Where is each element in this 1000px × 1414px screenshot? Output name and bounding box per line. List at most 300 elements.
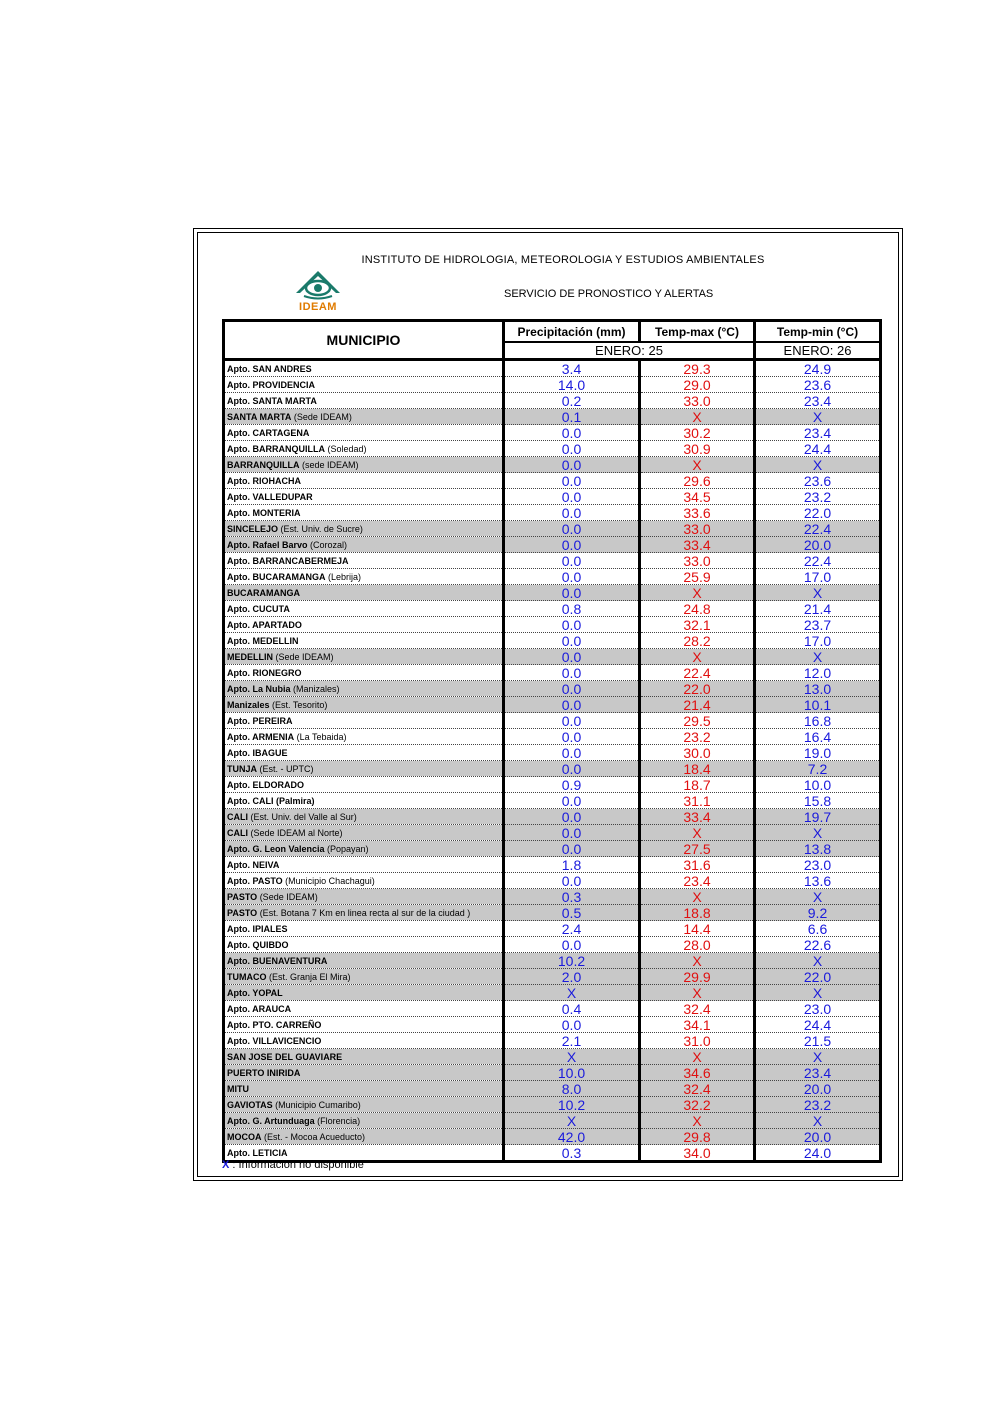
municipio-name: Apto. G. Artunduaga [227, 1115, 315, 1126]
precip-cell: 0.0 [504, 521, 640, 537]
table-row [224, 441, 881, 457]
table-row [224, 681, 881, 697]
tmin-cell: 16.4 [755, 729, 881, 745]
tmin-cell: 13.8 [755, 841, 881, 857]
tmax-cell: X [640, 985, 755, 1001]
tmin-cell: 12.0 [755, 665, 881, 681]
footnote [222, 1159, 364, 1171]
precip-cell: 0.0 [504, 617, 640, 633]
tmax-cell: 29.0 [640, 377, 755, 393]
municipio-name: Apto. SANTA MARTA [227, 395, 317, 406]
precip-cell: 0.0 [504, 793, 640, 809]
municipio-name: CALI [227, 811, 248, 822]
table-row [224, 841, 881, 857]
tmin-cell: 17.0 [755, 569, 881, 585]
tmax-cell: 23.2 [640, 729, 755, 745]
municipio-name: PASTO [227, 907, 258, 918]
tmax-cell: X [640, 1049, 755, 1065]
municipio-name: MITU [227, 1083, 249, 1094]
tmax-cell: 32.1 [640, 617, 755, 633]
table-row [224, 1065, 881, 1081]
tmax-cell: 33.6 [640, 505, 755, 521]
municipio-cell [224, 777, 504, 793]
tmax-cell: 34.6 [640, 1065, 755, 1081]
precip-cell: 0.0 [504, 745, 640, 761]
municipio-cell [224, 857, 504, 873]
municipio-name: Apto. Rafael Barvo [227, 539, 308, 550]
table-row [224, 360, 881, 377]
table-row [224, 809, 881, 825]
col-tmax-header: Temp-max (°C) [640, 321, 755, 343]
tmax-cell: 30.0 [640, 745, 755, 761]
tmax-cell: X [640, 953, 755, 969]
municipio-name: MOCOA [227, 1131, 262, 1142]
tmax-cell: 30.2 [640, 425, 755, 441]
table-row [224, 825, 881, 841]
table-row [224, 697, 881, 713]
precip-cell: 10.2 [504, 953, 640, 969]
col-tmin-header: Temp-min (°C) [755, 321, 881, 343]
table-row [224, 585, 881, 601]
municipio-cell [224, 729, 504, 745]
tmin-cell: 16.8 [755, 713, 881, 729]
service-title: SERVICIO DE PRONOSTICO Y ALERTAS [504, 288, 714, 300]
precip-cell: 0.0 [504, 585, 640, 601]
precip-cell: 2.1 [504, 1033, 640, 1049]
tmax-cell: X [640, 457, 755, 473]
municipio-detail: (Florencia) [314, 1115, 361, 1126]
municipio-name: Apto. ARMENIA [227, 731, 295, 742]
municipio-name: Manizales [227, 699, 270, 710]
table-row [224, 617, 881, 633]
tmax-cell: 18.8 [640, 905, 755, 921]
table-row [224, 953, 881, 969]
municipio-cell [224, 761, 504, 777]
municipio-name: Apto. CUCUTA [227, 603, 290, 614]
tmax-cell: 25.9 [640, 569, 755, 585]
municipio-cell [224, 409, 504, 425]
table-row [224, 537, 881, 553]
tmin-cell: 24.4 [755, 1017, 881, 1033]
municipio-name: Apto. G. Leon Valencia [227, 843, 325, 854]
municipio-name: PASTO [227, 891, 258, 902]
municipio-cell [224, 937, 504, 953]
precip-cell: 0.0 [504, 841, 640, 857]
municipio-cell [224, 953, 504, 969]
precip-cell: 0.0 [504, 441, 640, 457]
municipio-cell [224, 1017, 504, 1033]
precip-cell: 0.0 [504, 473, 640, 489]
municipio-name: Apto. La Nubia [227, 683, 291, 694]
table-row [224, 1001, 881, 1017]
tmax-cell: 29.9 [640, 969, 755, 985]
precip-cell: 2.0 [504, 969, 640, 985]
municipio-name: Apto. RIOHACHA [227, 475, 301, 486]
table-row [224, 521, 881, 537]
tmin-cell: 22.4 [755, 553, 881, 569]
municipio-cell [224, 841, 504, 857]
municipio-cell [224, 489, 504, 505]
municipio-cell [224, 1001, 504, 1017]
tmax-cell: X [640, 1113, 755, 1129]
precip-cell: 14.0 [504, 377, 640, 393]
municipio-name: Apto. NEIVA [227, 859, 280, 870]
municipio-cell [224, 521, 504, 537]
tmax-cell: 32.4 [640, 1081, 755, 1097]
tmax-cell: 34.1 [640, 1017, 755, 1033]
tmin-cell: 23.4 [755, 393, 881, 409]
precip-cell: 0.0 [504, 825, 640, 841]
ideam-logo [290, 269, 346, 313]
municipio-name: Apto. RIONEGRO [227, 667, 302, 678]
tmin-cell: 23.2 [755, 1097, 881, 1113]
precip-cell: 0.0 [504, 681, 640, 697]
tmax-cell: X [640, 585, 755, 601]
tmin-cell: X [755, 825, 881, 841]
tmax-cell: 33.0 [640, 521, 755, 537]
tmin-cell: 22.0 [755, 505, 881, 521]
municipio-cell [224, 1129, 504, 1145]
precip-cell: 3.4 [504, 360, 640, 377]
precip-cell: 0.0 [504, 937, 640, 953]
municipio-cell [224, 681, 504, 697]
municipio-detail: (Est. Univ. del Valle al Sur) [248, 811, 357, 822]
municipio-name: TUNJA [227, 763, 258, 774]
tmin-cell: X [755, 889, 881, 905]
report-frame-inner [197, 232, 899, 1177]
tmin-cell: 24.4 [755, 441, 881, 457]
municipio-cell [224, 905, 504, 921]
municipio-name: BARRANQUILLA [227, 459, 300, 470]
precip-cell: 10.0 [504, 1065, 640, 1081]
tmax-cell: 33.4 [640, 537, 755, 553]
report-frame [193, 228, 903, 1181]
municipio-detail: (Sede IDEAM) [257, 891, 318, 902]
municipio-name: MEDELLIN [227, 651, 273, 662]
municipio-cell [224, 649, 504, 665]
tmin-cell: 13.6 [755, 873, 881, 889]
table-row [224, 457, 881, 473]
precip-cell: 42.0 [504, 1129, 640, 1145]
table-row [224, 1097, 881, 1113]
tmax-cell: 32.2 [640, 1097, 755, 1113]
municipio-cell [224, 665, 504, 681]
precip-cell: 10.2 [504, 1097, 640, 1113]
table-row [224, 873, 881, 889]
municipio-name: Apto. IPIALES [227, 923, 288, 934]
municipio-detail: (Sede IDEAM) [291, 411, 352, 422]
tmax-cell: 18.7 [640, 777, 755, 793]
municipio-name: Apto. PROVIDENCIA [227, 379, 316, 390]
municipio-cell [224, 1081, 504, 1097]
table-row [224, 793, 881, 809]
tmax-cell: X [640, 889, 755, 905]
table-row [224, 409, 881, 425]
municipio-name: PUERTO INIRIDA [227, 1067, 301, 1078]
precip-cell: 0.0 [504, 489, 640, 505]
tmin-cell: 23.0 [755, 857, 881, 873]
table-row [224, 665, 881, 681]
precip-cell: 1.8 [504, 857, 640, 873]
tmin-cell: 24.0 [755, 1145, 881, 1162]
tmax-cell: 33.4 [640, 809, 755, 825]
municipio-cell [224, 1113, 504, 1129]
tmax-cell: 31.6 [640, 857, 755, 873]
institute-title: INSTITUTO DE HIDROLOGIA, METEOROLOGIA Y ESTUDIOS AMBIENTALES [361, 254, 765, 266]
municipio-name: Apto. QUIBDO [227, 939, 289, 950]
precip-cell: 0.3 [504, 889, 640, 905]
tmax-cell: 23.4 [640, 873, 755, 889]
precip-cell: 2.4 [504, 921, 640, 937]
tmin-cell: 22.4 [755, 521, 881, 537]
tmax-cell: 29.3 [640, 360, 755, 377]
municipio-detail: (sede IDEAM) [299, 459, 359, 470]
tmin-cell: 10.1 [755, 697, 881, 713]
tmax-cell: 28.2 [640, 633, 755, 649]
tmax-cell: 21.4 [640, 697, 755, 713]
tmax-cell: 22.0 [640, 681, 755, 697]
municipio-cell [224, 809, 504, 825]
precip-cell: 8.0 [504, 1081, 640, 1097]
tmin-cell: 19.0 [755, 745, 881, 761]
municipio-name: Apto. APARTADO [227, 619, 302, 630]
precip-cell: 0.0 [504, 697, 640, 713]
tmin-cell: 22.0 [755, 969, 881, 985]
municipio-detail: (Est. Granja El Mira) [266, 971, 351, 982]
municipio-cell [224, 393, 504, 409]
tmin-cell: 24.9 [755, 360, 881, 377]
municipio-name: TUMACO [227, 971, 267, 982]
municipio-cell [224, 825, 504, 841]
precip-cell: 0.8 [504, 601, 640, 617]
municipio-name: GAVIOTAS [227, 1099, 273, 1110]
municipio-cell [224, 601, 504, 617]
municipio-name: Apto. VALLEDUPAR [227, 491, 313, 502]
municipio-cell [224, 697, 504, 713]
precip-cell: 0.0 [504, 633, 640, 649]
precip-cell: 0.0 [504, 649, 640, 665]
municipio-name: Apto. CALI (Palmira) [227, 795, 315, 806]
table-row [224, 969, 881, 985]
tmin-cell: 20.0 [755, 1081, 881, 1097]
tmin-cell: X [755, 953, 881, 969]
municipio-cell [224, 793, 504, 809]
municipio-cell [224, 921, 504, 937]
municipio-cell [224, 585, 504, 601]
tmax-cell: 24.8 [640, 601, 755, 617]
municipio-name: Apto. PEREIRA [227, 715, 293, 726]
municipio-cell [224, 360, 504, 377]
municipio-name: Apto. SAN ANDRES [227, 363, 312, 374]
tmax-cell: 29.5 [640, 713, 755, 729]
tmax-cell: 34.5 [640, 489, 755, 505]
municipio-cell [224, 1065, 504, 1081]
municipio-cell [224, 569, 504, 585]
tmin-cell: 22.6 [755, 937, 881, 953]
tmax-cell: 32.4 [640, 1001, 755, 1017]
precip-cell: X [504, 1049, 640, 1065]
precip-cell: 0.9 [504, 777, 640, 793]
tmin-cell: 9.2 [755, 905, 881, 921]
table-row [224, 729, 881, 745]
ideam-logo-text: IDEAM [299, 301, 337, 313]
precip-cell: 0.2 [504, 393, 640, 409]
municipio-cell [224, 1049, 504, 1065]
table-row [224, 713, 881, 729]
municipio-name: Apto. BUCARAMANGA [227, 571, 326, 582]
tmax-cell: 27.5 [640, 841, 755, 857]
tmin-cell: 15.8 [755, 793, 881, 809]
municipio-name: Apto. CARTAGENA [227, 427, 310, 438]
municipio-name: Apto. YOPAL [227, 987, 283, 998]
municipio-name: SAN JOSE DEL GUAVIARE [227, 1051, 343, 1062]
municipio-detail: (Municipio Cumaribo) [272, 1099, 361, 1110]
tmin-cell: X [755, 1049, 881, 1065]
tmin-cell: 23.6 [755, 377, 881, 393]
tmin-cell: X [755, 1113, 881, 1129]
municipio-cell [224, 473, 504, 489]
municipio-detail: (Manizales) [290, 683, 340, 694]
municipio-detail: (Popayan) [324, 843, 369, 854]
precip-cell: X [504, 1113, 640, 1129]
precip-cell: 0.0 [504, 713, 640, 729]
municipio-name: Apto. PTO. CARREÑO [227, 1019, 322, 1030]
table-row [224, 1033, 881, 1049]
municipio-name: CALI [227, 827, 248, 838]
municipio-name: Apto. BARRANCABERMEJA [227, 555, 349, 566]
municipio-cell [224, 425, 504, 441]
date-left: ENERO: 25 [504, 342, 755, 360]
tmin-cell: 23.7 [755, 617, 881, 633]
table-row [224, 777, 881, 793]
table-row [224, 1129, 881, 1145]
municipio-name: BUCARAMANGA [227, 587, 300, 598]
precip-cell: 0.5 [504, 905, 640, 921]
table-row [224, 889, 881, 905]
precip-cell: 0.0 [504, 761, 640, 777]
precip-cell: 0.0 [504, 553, 640, 569]
table-row [224, 857, 881, 873]
tmin-cell: 23.6 [755, 473, 881, 489]
precip-cell: 0.0 [504, 809, 640, 825]
municipio-cell [224, 873, 504, 889]
table-row [224, 601, 881, 617]
municipio-detail: (Lebrija) [325, 571, 362, 582]
table-row [224, 649, 881, 665]
tmax-cell: X [640, 825, 755, 841]
tmax-cell: 22.4 [640, 665, 755, 681]
table-row [224, 985, 881, 1001]
table-row [224, 425, 881, 441]
col-municipio-header: MUNICIPIO [224, 321, 504, 360]
table-row [224, 377, 881, 393]
tmin-cell: 7.2 [755, 761, 881, 777]
municipio-cell [224, 617, 504, 633]
footnote-text: : Información no disponible [229, 1159, 364, 1171]
col-precip-header: Precipitación (mm) [504, 321, 640, 343]
municipio-name: Apto. BARRANQUILLA [227, 443, 325, 454]
tmax-cell: 29.6 [640, 473, 755, 489]
municipio-cell [224, 1097, 504, 1113]
tmax-cell: X [640, 649, 755, 665]
municipio-name: Apto. MEDELLIN [227, 635, 299, 646]
tmax-cell: 29.8 [640, 1129, 755, 1145]
table-row [224, 1113, 881, 1129]
table-row [224, 569, 881, 585]
municipio-cell [224, 745, 504, 761]
table-row [224, 489, 881, 505]
municipio-detail: (Est. - Mocoa Acueducto) [261, 1131, 366, 1142]
tmin-cell: 23.2 [755, 489, 881, 505]
table-row [224, 633, 881, 649]
municipio-cell [224, 457, 504, 473]
municipio-cell [224, 985, 504, 1001]
tmax-cell: 18.4 [640, 761, 755, 777]
table-row [224, 505, 881, 521]
municipio-cell [224, 537, 504, 553]
tmax-cell: 30.9 [640, 441, 755, 457]
tmin-cell: 10.0 [755, 777, 881, 793]
precip-cell: 0.4 [504, 1001, 640, 1017]
tmin-cell: X [755, 649, 881, 665]
tmin-cell: 20.0 [755, 537, 881, 553]
ideam-logo-icon [290, 269, 346, 301]
tmin-cell: 23.0 [755, 1001, 881, 1017]
municipio-detail: (Corozal) [307, 539, 348, 550]
precip-cell: 0.0 [504, 665, 640, 681]
table-row [224, 905, 881, 921]
municipio-name: Apto. PASTO [227, 875, 283, 886]
date-right: ENERO: 26 [755, 342, 881, 360]
municipio-detail: (Sede IDEAM al Norte) [248, 827, 343, 838]
tmin-cell: X [755, 585, 881, 601]
precip-cell: 0.0 [504, 1017, 640, 1033]
municipio-cell [224, 553, 504, 569]
municipio-detail: (Est. Botana 7 Km en linea recta al sur de la ciudad ) [257, 907, 471, 918]
precip-cell: X [504, 985, 640, 1001]
precip-cell: 0.0 [504, 505, 640, 521]
precip-cell: 0.1 [504, 409, 640, 425]
precip-cell: 0.0 [504, 537, 640, 553]
municipio-detail: (Est. - UPTC) [257, 763, 314, 774]
tmax-cell: 28.0 [640, 937, 755, 953]
precip-cell: 0.0 [504, 457, 640, 473]
tmin-cell: 23.4 [755, 1065, 881, 1081]
municipio-name: Apto. MONTERIA [227, 507, 301, 518]
tmin-cell: 13.0 [755, 681, 881, 697]
precip-cell: 0.0 [504, 873, 640, 889]
tmax-cell: X [640, 409, 755, 425]
tmax-cell: 14.4 [640, 921, 755, 937]
municipio-detail: (Soledad) [325, 443, 367, 454]
municipio-name: Apto. ARAUCA [227, 1003, 292, 1014]
municipio-cell [224, 377, 504, 393]
precip-cell: 0.0 [504, 425, 640, 441]
tmax-cell: 31.0 [640, 1033, 755, 1049]
tmax-cell: 33.0 [640, 553, 755, 569]
precip-cell: 0.0 [504, 569, 640, 585]
municipio-cell [224, 441, 504, 457]
municipio-name: SINCELEJO [227, 523, 279, 534]
municipio-detail: (Est. Tesorito) [269, 699, 328, 710]
municipio-cell [224, 969, 504, 985]
table-row [224, 473, 881, 489]
municipio-name: Apto. LETICIA [227, 1147, 288, 1158]
table-row [224, 1017, 881, 1033]
tmin-cell: 17.0 [755, 633, 881, 649]
tmax-cell: 31.1 [640, 793, 755, 809]
municipio-detail: (Est. Univ. de Sucre) [278, 523, 363, 534]
